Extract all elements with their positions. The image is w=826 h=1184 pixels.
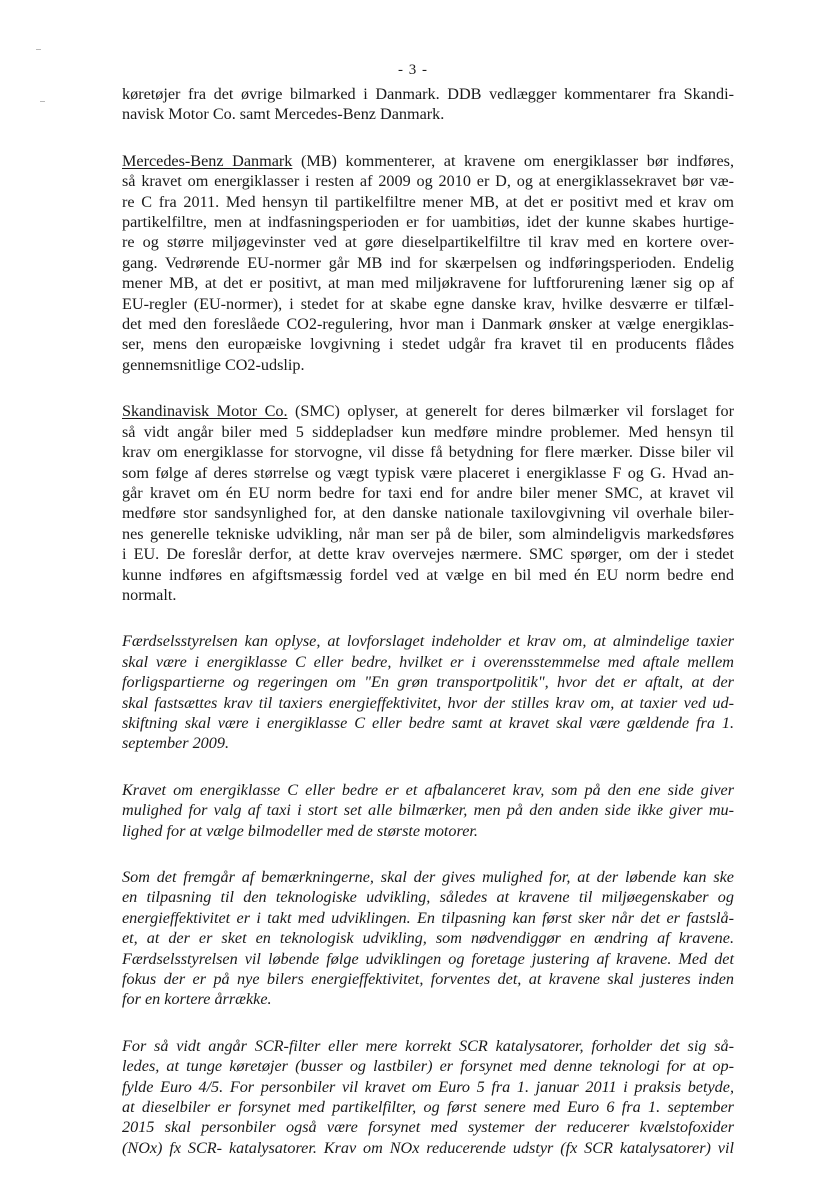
- text-line: så vidt angår biler med 5 siddepladser kun medføre mindre problemer. Med hensyn til: [122, 422, 734, 441]
- paragraph: [122, 151, 734, 375]
- text-line: mulighed for valg af taxi i stort set alle bilmærker, men på den anden side ikke giver mu-: [122, 801, 734, 820]
- text-line: så kravet om energiklasser i resten af 2009 og 2010 er D, og at energiklassekravet bør væ-: [122, 172, 734, 191]
- text-line: september 2009.: [122, 734, 229, 753]
- scan-speck: [36, 49, 41, 50]
- text-line: at dieselbiler er forsynet med partikelfilter, og først senere med Euro 6 fra 1. september: [122, 1098, 734, 1117]
- text-line: mener MB, at det er positivt, at man med miljøkravene for luftforurening læner sig op af: [122, 274, 734, 293]
- text-fragment: (SMC) oplyser, at generelt for deres bilmærker vil forslaget for: [287, 402, 734, 421]
- text-line: re og større miljøgevinster ved at gøre dieselpartikelfiltre til krav med en kortere over-: [122, 233, 734, 252]
- text-line: re C fra 2011. Med hensyn til partikelfiltre mener MB, at det er positivt med et krav om: [122, 192, 734, 211]
- text-fragment: (MB) kommenterer, at kravene om energiklasser bør indføres,: [292, 151, 735, 170]
- document-body: [122, 84, 734, 1184]
- paragraph-response: [122, 631, 734, 753]
- text-line: det med den foreslåede CO2-regulering, hvor man i Danmark ønsker at vælge energiklas-: [122, 315, 734, 334]
- text-line: kunne indføres en afgiftsmæssig fordel ved at vælge en bil med én EU norm bedre end: [122, 565, 734, 584]
- text-line: krav om energiklasse for storvogne, vil disse få betydning for flere mærker. Disse biler vil: [122, 443, 734, 462]
- paragraph: [122, 401, 734, 605]
- text-line: Som det fremgår af bemærkningerne, skal der gives mulighed for, at der løbende kan ske: [122, 868, 734, 886]
- text-line: [122, 401, 734, 421]
- text-line: Kravet om energiklasse C eller bedre er et afbalanceret krav, som på den ene side giver: [122, 780, 734, 799]
- text-line: fylde Euro 4/5. For personbiler vil kravet om Euro 5 fra 1. januar 2011 i praksis betyde,: [122, 1077, 734, 1096]
- text-line: skal fastsættes krav til taxiers energieffektivitet, hvor der stilles krav om, at taxier ved ud-: [122, 693, 734, 712]
- text-line: skal være i energiklasse C eller bedre, hvilket er i overensstemmelse med aftale mellem: [122, 652, 734, 671]
- text-line: gang. Vedrørende EU-normer går MB ind for skærpelsen og indføringsperioden. Endelig: [122, 253, 734, 272]
- text-line: fokus der er på nye bilers energieffektivitet, forventes det, at kravene skal justeres inden: [122, 970, 734, 989]
- text-line: skiftning skal være i energiklasse C eller bedre samt at kravet skal være gældende fra 1.: [122, 713, 734, 732]
- text-line: lighed for at vælge bilmodeller med de største motorer.: [122, 821, 478, 840]
- company-name: Skandinavisk Motor Co.: [122, 402, 288, 421]
- text-line: som følge af deres størrelse og vægt typisk være placeret i energiklasse F og G. Hvad an-: [122, 463, 734, 482]
- text-line: navisk Motor Co. samt Mercedes-Benz Danmark.: [122, 105, 445, 124]
- text-line: 2015 skal personbiler også være forsynet med systemer der reducerer kvælstofoxider: [122, 1118, 734, 1137]
- text-line: normalt.: [122, 585, 177, 604]
- paragraph-response: [122, 780, 734, 841]
- text-line: energieffektivitet er i takt med udviklingen. En tilpasning kan først sker når det er fastslå-: [122, 908, 734, 927]
- company-name: Mercedes-Benz Danmark: [122, 151, 293, 170]
- text-line: køretøjer fra det øvrige bilmarked i Danmark. DDB vedlægger kommentarer fra Skandi-: [122, 85, 734, 103]
- text-line: EU-regler (EU-normer), i stedet for at skabe egne danske krav, hvilke desværre er tilfæl-: [122, 294, 734, 313]
- text-line: partikelfiltre, men at indfasningsperioden er for uambitiøs, idet der kunne skabes hurtige-: [122, 213, 734, 232]
- text-line: for en kortere årrække.: [122, 990, 272, 1009]
- text-line: medføre stor sandsynlighed for, at den danske nationale taxilovgivning vil overhale biler-: [122, 504, 734, 523]
- text-line: en tilpasning til den teknologiske udvikling, således at kravene til miljøegenskaber og: [122, 888, 734, 907]
- text-line: et, at der er sket en teknologisk udvikling, som nødvendiggør en ændring af kravene.: [122, 929, 734, 948]
- page-number: - 3 -: [398, 62, 428, 78]
- text-line: går kravet om én EU norm bedre for taxi end for andre biler mener SMC, at kravet vil: [122, 483, 734, 502]
- text-line: Færdselsstyrelsen vil løbende følge udviklingen og foretage justering af kravene. Med det: [122, 949, 734, 968]
- text-line: i EU. De foreslår derfor, at dette krav overvejes nærmere. SMC spørger, om der i stedet: [122, 545, 734, 564]
- text-line: (NOx) fx SCR- katalysatorer. Krav om NOx reducerende udstyr (fx SCR katalysatorer) vil: [122, 1138, 734, 1157]
- text-line: For så vidt angår SCR-filter eller mere korrekt SCR katalysatorer, forholder det sig så-: [122, 1036, 734, 1055]
- text-line: [122, 151, 734, 171]
- text-line: nes generelle tekniske udvikling, når man ser på de biler, som almindeligvis markedsføres: [122, 524, 734, 543]
- paragraph-response: [122, 1036, 734, 1158]
- paragraph: [122, 84, 734, 125]
- scan-speck: [40, 101, 45, 102]
- text-line: ledes, at tunge køretøjer (busser og lastbiler) er forsynet med denne teknologi for at op-: [122, 1057, 734, 1076]
- text-line: ser, mens den europæiske lovgivning i stedet udgår fra kravet til en producents flådes: [122, 335, 734, 354]
- text-line: Færdselsstyrelsen kan oplyse, at lovforslaget indeholder et krav om, at almindelige taxier: [122, 632, 734, 651]
- paragraph-response: [122, 867, 734, 1010]
- text-line: forligspartierne og regeringen om "En grøn transportpolitik", hvor det er aftalt, at der: [122, 673, 734, 692]
- text-line: gennemsnitlige CO2-udslip.: [122, 355, 305, 374]
